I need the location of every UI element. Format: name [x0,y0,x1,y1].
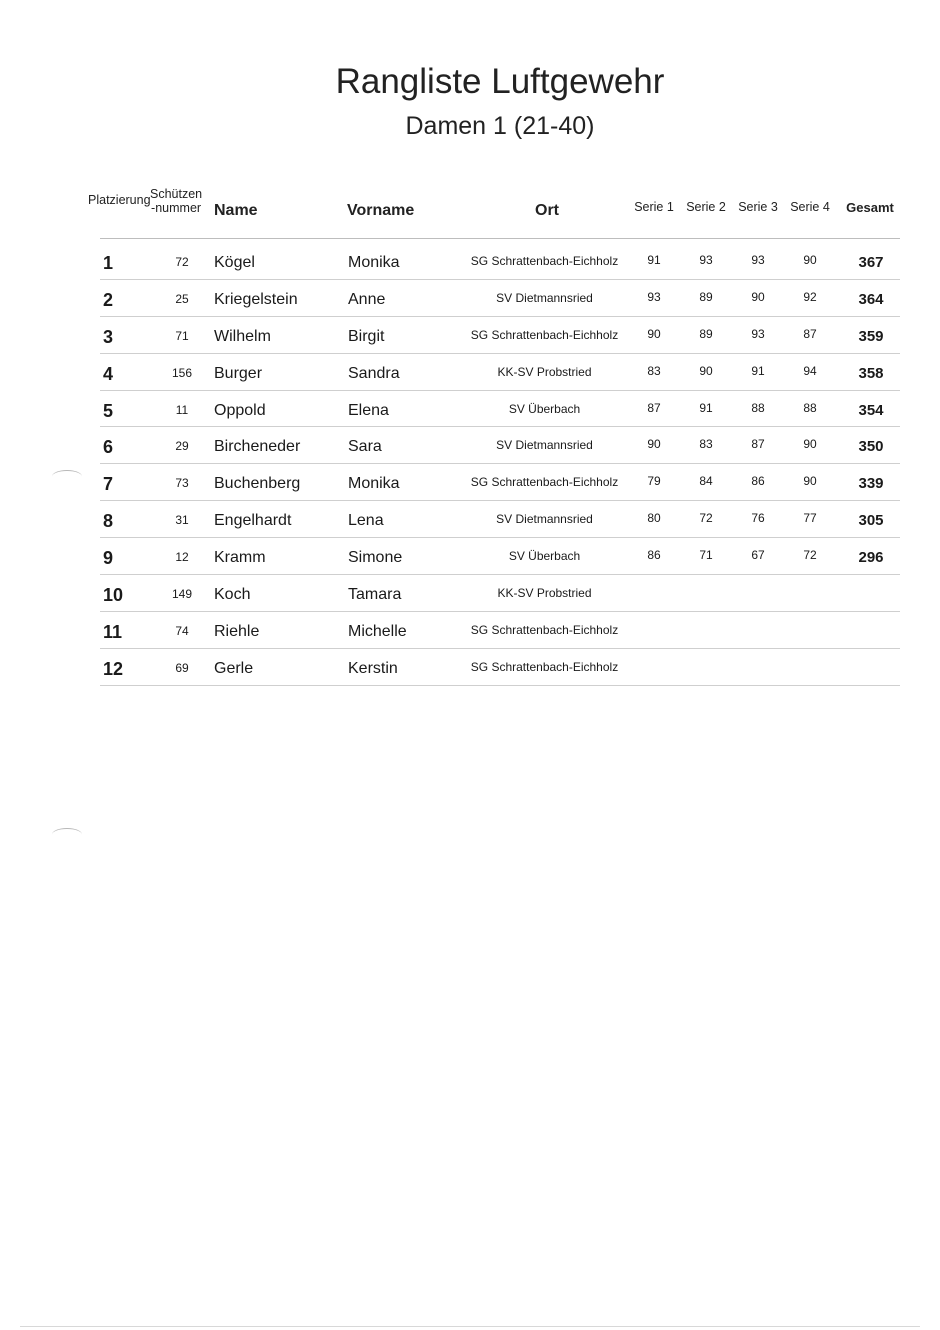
cell-serie-2: 89 [699,289,713,304]
cell-vorname: Monika [348,475,400,493]
cell-serie-1: 83 [647,363,661,378]
cell-vorname: Sandra [348,364,400,382]
cell-gesamt: 350 [858,438,884,456]
cell-serie-4: 87 [803,326,817,341]
header-serie-3: Serie 3 [738,200,778,214]
cell-platzierung: 2 [103,289,114,310]
cell-platzierung: 4 [103,363,114,384]
page-title: Rangliste Luftgewehr [335,62,665,101]
table-row [0,538,940,575]
cell-gesamt: 367 [858,254,884,271]
cell-platzierung: 12 [103,658,124,679]
cell-name: Kögel [214,254,255,271]
cell-platzierung: 7 [103,474,114,495]
punch-hole-mark [52,470,82,483]
cell-schuetzennummer: 71 [175,328,189,343]
cell-gesamt: 364 [858,290,884,308]
cell-vorname: Simone [348,549,403,567]
table-row [0,243,940,280]
cell-schuetzennummer: 25 [175,291,189,306]
cell-schuetzennummer: 31 [175,513,189,528]
cell-serie-3: 86 [751,474,765,489]
cell-name: Burger [214,364,263,382]
cell-vorname: Lena [348,512,384,530]
cell-platzierung: 6 [103,437,114,458]
header-platzierung: Platzierung [88,193,151,207]
cell-platzierung: 9 [103,548,114,569]
cell-serie-4: 92 [803,289,817,304]
cell-schuetzennummer: 11 [175,402,189,417]
cell-name: Kriegelstein [214,290,298,308]
cell-serie-4: 94 [803,363,817,378]
header-serie-4: Serie 4 [790,200,830,214]
cell-serie-2: 84 [699,474,713,489]
cell-platzierung: 1 [103,253,114,273]
cell-serie-1: 90 [647,437,661,452]
cell-name: Wilhelm [214,327,271,345]
cell-vorname: Birgit [348,327,385,345]
header-ort: Ort [535,202,559,219]
table-row [0,575,940,612]
cell-serie-2: 93 [699,253,713,267]
cell-vorname: Kerstin [348,659,398,677]
cell-serie-3: 76 [751,511,765,526]
header-serie-2: Serie 2 [686,200,726,214]
cell-serie-1: 91 [647,253,661,267]
table-row [0,612,940,649]
cell-schuetzennummer: 12 [175,550,189,565]
cell-serie-1: 79 [647,474,661,489]
header-serie-1: Serie 1 [634,200,674,214]
cell-serie-1: 80 [647,511,661,526]
cell-serie-4: 90 [803,437,817,452]
header-schuetzennummer-line2: -nummer [151,201,202,215]
header-gesamt: Gesamt [846,200,894,215]
cell-ort: KK-SV Probstried [497,586,592,601]
cell-gesamt: 354 [858,401,884,419]
cell-serie-4: 90 [803,474,817,489]
cell-serie-4: 90 [803,253,817,267]
row-divider [100,685,900,686]
cell-platzierung: 11 [103,621,123,642]
header-name: Name [214,202,258,219]
cell-ort: SG Schrattenbach-Eichholz [470,475,619,490]
cell-gesamt: 305 [858,512,884,530]
table-row [0,317,940,354]
header-schuetzennummer-line1: Schützen [150,187,203,201]
cell-serie-2: 83 [699,437,713,452]
cell-vorname: Sara [348,438,382,456]
cell-platzierung: 8 [103,511,114,532]
cell-serie-1: 93 [647,289,661,304]
cell-vorname: Tamara [348,586,402,604]
cell-ort: SV Dietmannsried [496,438,593,453]
table-row [0,464,940,501]
cell-vorname: Michelle [348,622,407,640]
cell-vorname: Monika [348,254,400,271]
cell-serie-4: 72 [803,548,817,563]
cell-vorname: Anne [348,290,386,308]
cell-gesamt: 296 [858,549,884,567]
cell-schuetzennummer: 149 [171,587,193,602]
cell-platzierung: 10 [103,585,124,606]
cell-ort: SV Überbach [508,401,581,416]
header-schuetzennummer [150,187,202,215]
cell-serie-2: 90 [699,363,713,378]
cell-serie-4: 77 [803,511,817,526]
cell-serie-2: 71 [699,548,713,563]
cell-serie-2: 72 [699,511,713,526]
punch-hole-mark [52,828,82,841]
cell-name: Engelhardt [214,512,292,530]
cell-serie-1: 90 [647,326,661,341]
table-row [0,391,940,428]
cell-serie-3: 93 [751,326,765,341]
cell-ort: SG Schrattenbach-Eichholz [470,659,619,674]
cell-gesamt: 359 [858,327,884,345]
cell-platzierung: 3 [103,326,114,347]
cell-name: Gerle [214,659,254,677]
table-row [0,280,940,317]
cell-serie-4: 88 [803,400,817,415]
cell-ort: KK-SV Probstried [497,364,592,379]
cell-name: Oppold [214,401,266,419]
cell-serie-3: 90 [751,289,765,304]
cell-schuetzennummer: 69 [175,660,189,675]
cell-name: Bircheneder [214,438,301,456]
cell-serie-2: 91 [699,400,713,415]
cell-ort: SV Dietmannsried [496,512,593,527]
cell-schuetzennummer: 29 [175,439,189,454]
cell-serie-1: 86 [647,548,661,563]
cell-ort: SV Dietmannsried [496,290,593,305]
cell-ort: SG Schrattenbach-Eichholz [470,327,619,342]
ranking-table [0,243,940,686]
cell-schuetzennummer: 72 [175,255,189,269]
table-row [0,427,940,464]
table-row [0,649,940,686]
header-vorname: Vorname [347,202,415,219]
cell-schuetzennummer: 73 [175,476,189,491]
cell-name: Kramm [214,549,266,567]
cell-serie-3: 67 [751,548,765,563]
cell-vorname: Elena [348,401,389,419]
page-bottom-edge [20,1326,920,1327]
cell-serie-2: 89 [699,326,713,341]
cell-name: Riehle [214,622,260,640]
cell-serie-3: 87 [751,437,765,452]
header-divider [100,238,900,239]
cell-gesamt: 358 [858,364,884,382]
cell-name: Koch [214,586,251,604]
cell-platzierung: 5 [103,400,114,421]
cell-schuetzennummer: 74 [175,623,189,638]
cell-schuetzennummer: 156 [171,365,193,380]
cell-serie-1: 87 [647,400,661,415]
cell-ort: SV Überbach [508,549,581,564]
table-row [0,354,940,391]
cell-serie-3: 91 [751,363,765,378]
cell-serie-3: 88 [751,400,765,415]
cell-serie-3: 93 [751,253,765,267]
cell-ort: SG Schrattenbach-Eichholz [470,622,619,637]
cell-ort: SG Schrattenbach-Eichholz [470,254,619,268]
cell-name: Buchenberg [214,475,301,493]
table-row [0,501,940,538]
page-subtitle: Damen 1 (21-40) [405,112,595,140]
cell-gesamt: 339 [858,475,884,493]
